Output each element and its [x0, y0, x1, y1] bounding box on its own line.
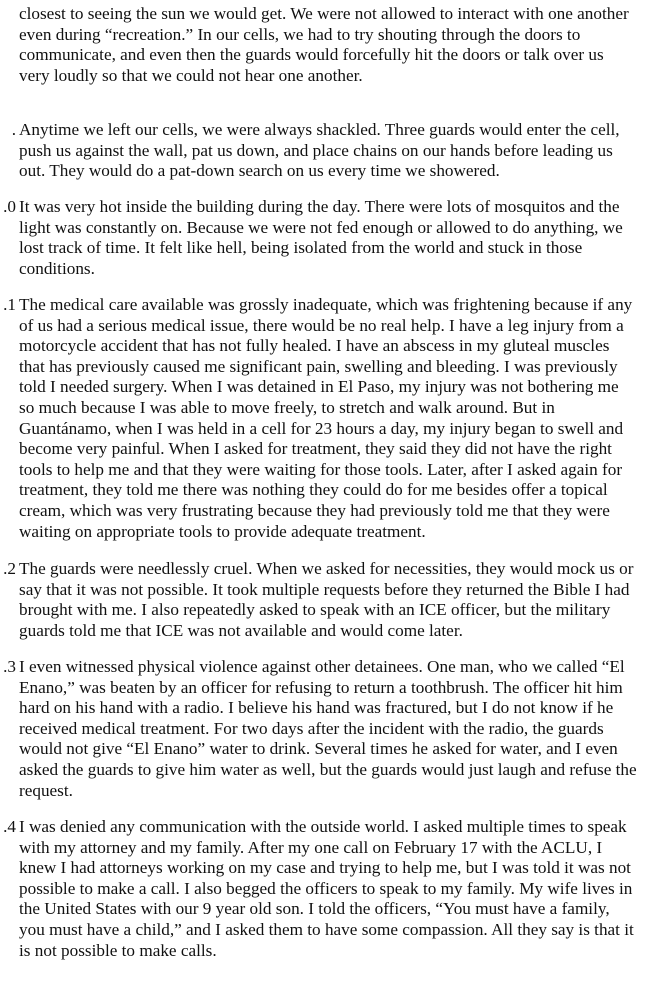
text-line: of us had a serious medical issue, there would be no real help. I have a leg injury from a [19, 315, 624, 335]
text-line: say that it was not possible. It took multiple requests before they returned the Bible I had [19, 579, 630, 599]
text-line: Guantánamo, when I was held in a cell for 23 hours a day, my injury began to swell and [19, 418, 624, 438]
paragraph-number: 2. [3, 559, 16, 578]
text-line: closest to seeing the sun we would get. We were not allowed to interact with one another [19, 4, 629, 23]
text-line: become very painful. When I asked for treatment, they said they did not have the right [19, 439, 612, 459]
text-line: tools to help me and that they were waiting for those tools. Later, after I asked again for [19, 459, 623, 479]
text-line: so much because I was able to move freely, to stretch and walk around. But in [19, 397, 555, 417]
text-line: hard on his hand with a radio. I believe his hand was fractured, but I do not know if he [19, 698, 614, 718]
text-line: Enano,” was beaten by an officer for refusing to return a toothbrush. The officer hit him [19, 677, 623, 697]
text-line: treatment, they told me there was nothing they could do for me besides offer a topical [19, 480, 608, 500]
text-line: the United States with our 9 year old son. I told the officers, “You must have a family, [19, 899, 610, 919]
text-line: motorcycle accident that has not fully healed. I have an abscess in my gluteal muscles [19, 336, 610, 356]
text-line: conditions. [19, 258, 95, 278]
paragraph-12 [0, 559, 670, 641]
paragraph-13 [0, 657, 670, 801]
paragraph-11 [0, 295, 670, 542]
text-line: possible to make a call. I also begged the officers to speak to my family. My wife lives in [19, 878, 633, 898]
text-line: knew I had attorneys working on my case and trying to help me, but I was told it was not [19, 858, 631, 878]
text-line: I even witnessed physical violence against other detainees. One man, who we called “El [19, 657, 625, 676]
text-line: The medical care available was grossly inadequate, which was frightening because if any [19, 295, 633, 314]
text-line: out. They would do a pat-down search on us every time we showered. [19, 161, 500, 181]
text-line: with my attorney and my family. After my one call on February 17 with the ACLU, I [19, 837, 603, 857]
paragraph-number: 3. [3, 657, 16, 676]
text-line: guards told me that ICE was not available and would come later. [19, 620, 463, 640]
paragraph-14 [0, 817, 670, 961]
text-line: you must have a child,” and I asked them to have some compassion. All they say is that it [19, 919, 634, 939]
paragraph-number: 0. [3, 197, 16, 216]
paragraph-number: . [11, 120, 16, 139]
paragraph-number: 4. [3, 817, 16, 836]
text-line: would not give “El Enano” water to drink. Several times he asked for water, and I even [19, 739, 618, 759]
paragraph-number: 1. [3, 295, 16, 314]
text-line: I was denied any communication with the outside world. I asked multiple times to speak [19, 817, 627, 836]
text-line: brought with me. I also repeatedly asked to speak with an ICE officer, but the military [19, 600, 611, 620]
text-line: is not possible to make calls. [19, 940, 217, 960]
text-line: Anytime we left our cells, we were always shackled. Three guards would enter the cell, [19, 120, 620, 139]
text-line: cream, which was very frustrating because they had previously told me that they were [19, 500, 610, 520]
text-line: communicate, and even then the guards would forcefully hit the doors or talk over us [19, 45, 604, 65]
text-line: push us against the wall, pat us down, and place chains on our hands before leading us [19, 140, 613, 160]
text-line: It was very hot inside the building during the day. There were lots of mosquitos and the [19, 197, 620, 216]
text-line: The guards were needlessly cruel. When we asked for necessities, they would mock us or [19, 559, 634, 578]
text-line: request. [19, 780, 73, 800]
paragraph-9 [0, 120, 670, 182]
text-line: very loudly so that we could not hear one another. [19, 65, 363, 85]
text-line: told I needed surgery. When I was detained in El Paso, my injury was not bothering me [19, 377, 619, 397]
text-line: that has previously caused me significant pain, swelling and bleeding. I was previously [19, 356, 618, 376]
paragraph-10 [0, 197, 670, 279]
text-line: received medical treatment. For two days after the incident with the radio, the guards [19, 718, 604, 738]
text-line: even during “recreation.” In our cells, we had to try shouting through the doors to [19, 24, 581, 44]
text-line: light was constantly on. Because we were not fed enough or allowed to do anything, we [19, 217, 623, 237]
paragraph-continuation [0, 4, 670, 86]
text-line: lost track of time. It felt like hell, being isolated from the world and stuck in those [19, 238, 583, 258]
text-line: waiting on appropriate tools to provide adequate treatment. [19, 521, 426, 541]
text-line: asked the guards to give him water as well, but the guards would just laugh and refuse the [19, 759, 637, 779]
